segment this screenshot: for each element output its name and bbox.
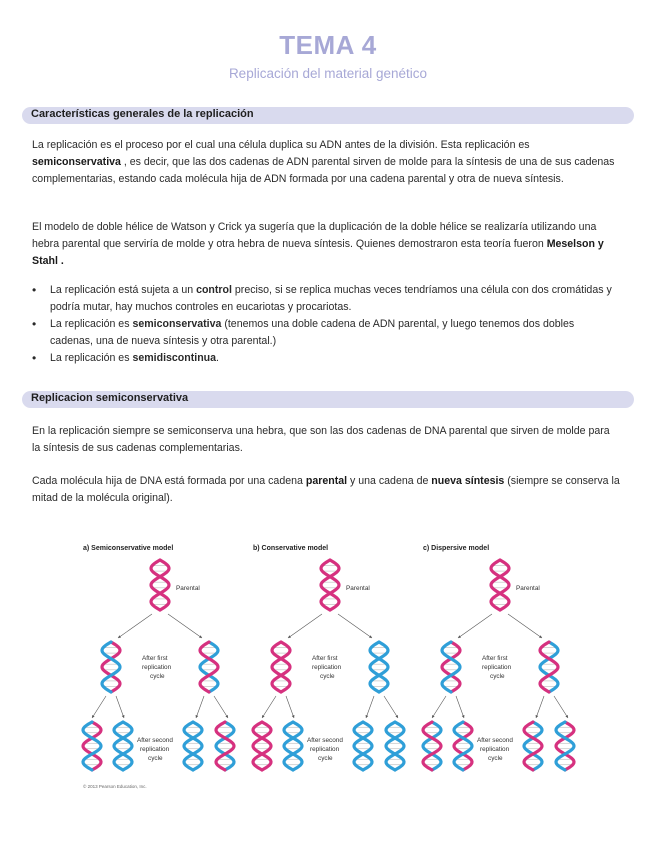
bold-term-parental: parental [305,475,348,487]
dna-strand [491,560,509,610]
dna-strand [151,560,169,610]
paragraph-semiconserve [32,423,620,457]
second-gen-helix [423,722,441,770]
paragraph-watson-crick [32,219,620,270]
first-gen-helix [200,642,218,692]
arrow-head [369,635,372,638]
bullet-list [32,282,620,367]
dna-strand [253,722,271,770]
first-cycle-label: cycle [150,673,165,680]
first-gen-helix [540,642,558,692]
dna-strand [151,560,169,610]
first-gen-helix [370,642,388,692]
first-gen-helix [442,642,460,692]
second-cycle-label: cycle [488,755,503,762]
branch-arrow [432,696,446,718]
dna-strand [524,722,542,770]
dna-strand [442,642,460,692]
second-gen-helix [354,722,372,770]
first-cycle-label: replication [142,664,172,671]
branch-arrow [262,696,276,718]
first-gen-helix [102,642,120,692]
dna-strand [442,642,460,692]
second-cycle-label: replication [310,746,340,753]
list-item [32,282,620,316]
dna-strand [253,722,271,770]
text-run: (siempre se conserva la mitad de la molécula original). [32,475,620,504]
dna-strand [354,722,372,770]
section-heading-general [22,107,634,124]
dna-strand [284,722,302,770]
dna-strand [321,560,339,610]
branch-arrow [214,696,228,718]
parental-label: Parental [516,585,540,592]
model-label: a) Semiconservative model [83,545,174,552]
replication-models-diagram [80,538,590,800]
text-run: y una cadena de [347,475,432,487]
dna-strand [524,722,542,770]
dna-strand [102,642,120,692]
arrow-head [539,635,542,638]
second-cycle-label: cycle [148,755,163,762]
bold-term: semidiscontinua [132,352,217,364]
section-heading-semiconservative-text: Replicacion semiconservativa [31,392,189,404]
branch-arrow [116,696,124,718]
dna-strand [423,722,441,770]
dna-strand [491,560,509,610]
second-gen-helix [184,722,202,770]
text-run: La replicación es [50,352,133,364]
dna-strand [114,722,132,770]
branch-arrow [458,614,492,638]
list-item [32,350,620,367]
bold-term: control [196,284,232,296]
second-gen-helix [216,722,234,770]
dna-strand [423,722,441,770]
first-cycle-label: cycle [320,673,335,680]
first-cycle-label: cycle [490,673,505,680]
dna-strand [454,722,472,770]
arrow-head [458,635,461,638]
second-gen-helix [83,722,101,770]
branch-arrow [92,696,106,718]
bold-term-semiconservativa: semiconservativa [32,156,121,168]
text-run: El modelo de doble hélice de Watson y Crick ya sugería que la duplicación de la doble hélice se realizaría utilizando una hebra parental que serviría de molde y otra hebra de nueva síntesis. Quienes demostraron esta teoría fueron [32,221,597,250]
branch-arrow [286,696,294,718]
section-heading-general-text: Características generales de la replicación [31,108,254,120]
second-cycle-label: replication [140,746,170,753]
text-run: La replicación es [50,318,133,330]
branch-arrow [338,614,372,638]
branch-arrow [366,696,374,718]
branch-arrow [196,696,204,718]
dna-strand [321,560,339,610]
dna-strand [284,722,302,770]
arrow-head [199,635,202,638]
dna-strand [216,722,234,770]
figure-copyright: © 2013 Pearson Education, Inc. [83,784,147,789]
dna-strand [556,722,574,770]
paragraph-replication-intro [32,137,620,188]
first-gen-helix [272,642,290,692]
parental-label: Parental [176,585,200,592]
branch-arrow [384,696,398,718]
dna-strand [540,642,558,692]
second-gen-helix [253,722,271,770]
second-gen-helix [284,722,302,770]
branch-arrow [508,614,542,638]
dna-strand [102,642,120,692]
first-cycle-label: After first [482,655,508,662]
text-run: La replicación es el proceso por el cual una célula duplica su ADN antes de la división. Esta replicación es [32,139,530,151]
branch-arrow [536,696,544,718]
dna-strand [272,642,290,692]
second-gen-helix [524,722,542,770]
dna-strand [114,722,132,770]
page-title: TEMA 4 [279,30,377,60]
second-gen-helix [114,722,132,770]
arrow-head [118,635,121,638]
branch-arrow [288,614,322,638]
dna-strand [184,722,202,770]
text-run: , es decir, que las dos cadenas de ADN parental sirven de molde para la síntesis de una de sus cadenas complementarias, estando cada molécula hija de ADN formada por una cadena parental y otra de nueva síntesis. [32,156,615,185]
second-cycle-label: cycle [318,755,333,762]
dna-strand [83,722,101,770]
bold-term-nueva-sintesis: nueva síntesis [431,475,505,487]
parental-helix [321,560,339,610]
text-run: (tenemos una doble cadena de ADN parental, y luego tenemos dos dobles cadenas, una de nueva síntesis y otra parental.) [50,318,575,347]
dna-strand [540,642,558,692]
dna-strand [272,642,290,692]
text-run: La replicación está sujeta a un [50,284,197,296]
dna-strand [216,722,234,770]
second-cycle-label: replication [480,746,510,753]
first-cycle-label: After first [312,655,338,662]
text-run: Cada molécula hija de DNA está formada por una cadena [32,475,306,487]
branch-arrow [554,696,568,718]
parental-helix [151,560,169,610]
paragraph-daughter-molecule [32,473,620,507]
model-label: c) Dispersive model [423,545,490,552]
section-heading-semiconservative [22,391,634,408]
list-item [32,316,620,350]
dna-strand [386,722,404,770]
second-cycle-label: After second [137,737,173,744]
dna-strand [200,642,218,692]
second-cycle-label: After second [477,737,513,744]
replication-models-figure [80,538,590,800]
first-cycle-label: After first [142,655,168,662]
dna-strand [83,722,101,770]
dna-strand [200,642,218,692]
dna-strand [184,722,202,770]
second-gen-helix [454,722,472,770]
dna-strand [454,722,472,770]
second-gen-helix [386,722,404,770]
text-run: preciso, si se replica muchas veces tendríamos una célula con dos cromátidas y podría mutar, hay muchos controles en eucariotas y procariotas. [50,284,612,313]
bold-term: semiconservativa [132,318,222,330]
branch-arrow [456,696,464,718]
dna-strand [370,642,388,692]
bold-term-meselson-stahl: Meselson y Stahl . [32,238,604,267]
dna-strand [386,722,404,770]
dna-strand [354,722,372,770]
branch-arrow [168,614,202,638]
parental-helix [491,560,509,610]
second-cycle-label: After second [307,737,343,744]
first-cycle-label: replication [312,664,342,671]
parental-label: Parental [346,585,370,592]
text-run: . [216,352,219,364]
arrow-head [288,635,291,638]
model-label: b) Conservative model [253,545,329,552]
first-cycle-label: replication [482,664,512,671]
dna-strand [370,642,388,692]
branch-arrow [118,614,152,638]
text-run: En la replicación siempre se semiconserva una hebra, que son las dos cadenas de DNA parental que sirven de molde para la síntesis de sus cadenas complementarias. [32,425,610,454]
second-gen-helix [556,722,574,770]
page-subtitle: Replicación del material genético [228,66,428,81]
dna-strand [556,722,574,770]
